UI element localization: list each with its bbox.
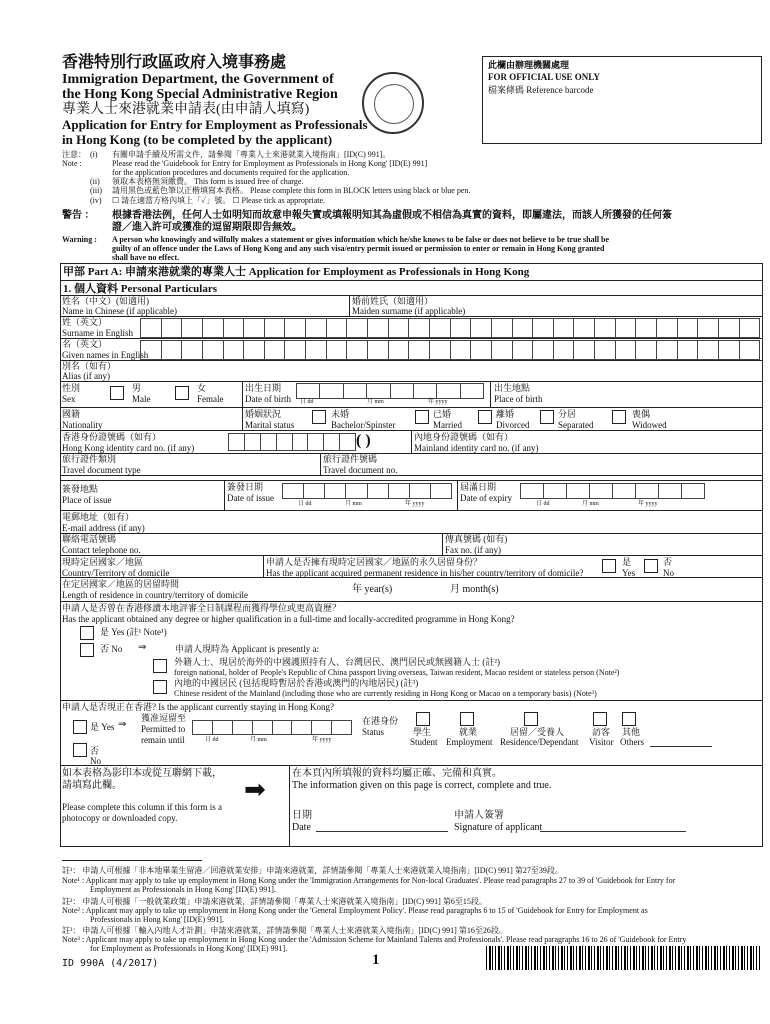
date-zh: 日期 [292,810,312,821]
dob-field[interactable] [296,383,484,399]
mainland-resident-en: Chinese resident of the Mainland (including those who are currently residing in Hong Kong or Macao on a temporary basis) (Note³) [174,689,597,698]
dob-yy: 年 yyyy [428,399,448,405]
perm-res-no-checkbox[interactable] [644,559,658,573]
status-en: Status [362,727,385,737]
male-en: Male [132,394,151,404]
nationality-label: 國籍 [62,409,81,419]
phone-label: 聯絡電話號碼 [62,534,117,544]
degree-yes-checkbox[interactable] [80,626,94,640]
in-hk-no-en: No [90,756,101,766]
degree-no-label: 否 No [100,644,123,654]
name-zh-label: 姓名（中文）(如適用) [62,296,149,306]
issue-date-label: 簽發日期 [227,482,264,492]
dob-label-en: Date of birth [245,394,291,404]
email-label-en: E-mail address (if any) [62,523,145,533]
footnote-3-en-b: for Employment as Professionals in Hong Kong' [ID(E) 991]. [90,944,288,953]
travel-doc-type-label: 旅行證件類別 [62,454,117,464]
arrow-icon-2: ⇒ [118,719,127,730]
dept-en-2: the Hong Kong Special Administrative Region [62,87,338,102]
marital-label: 婚姻狀況 [245,409,282,419]
pob-label: 出生地點 [494,383,531,393]
surname-field[interactable] [140,318,760,338]
barcode-icon [486,946,760,970]
perm-yes-en: Yes [622,568,636,578]
footnote-3-en: Note³ : Applicant may apply to take up employment in Hong Kong under the 'Admission Scheme for Mainland Talents and Professionals'. Please read paragraphs 16 to 26 of 'Guidebook for Entry [62,935,687,944]
given-names-label: 名（英文） [62,339,108,349]
marital-label-en: Marital status [245,420,295,430]
email-label: 電郵地址（如有） [62,512,135,522]
in-hk-no-checkbox[interactable] [73,743,87,757]
degree-no-checkbox[interactable] [80,643,94,657]
mainland-resident-checkbox[interactable] [153,680,167,694]
warning-en: Warning : [62,235,97,244]
form-title-zh: 專業人士來港就業申請表(由申請人填寫) [62,102,310,117]
note-l2: Please read the 'Guidebook for Entry for Employment as Professionals in Hong Kong' [ID(E) 991] [112,159,428,168]
part-a-heading: 甲部 Part A: 申請來港就業的專業人士 Application for Employment as Professionals in Hong Kong [63,266,530,278]
dob-mm: 月 mm [367,399,384,405]
marital-widowed-checkbox[interactable] [612,410,626,424]
mainland-id-label-en: Mainland identity card no. (if any) [414,443,539,453]
years-unit: 年 year(s) [352,584,393,595]
marital-widowed-en: Widowed [632,420,667,430]
official-en: FOR OFFICIAL USE ONLY [488,72,600,82]
hksar-emblem [362,72,424,134]
degree-question-en: Has the applicant obtained any degree or higher qualification in a full-time and locally-accredited programme in Hong Kong? [62,614,515,624]
photocopy-en-2: photocopy or downloaded copy. [62,813,178,823]
photocopy-en-1: Please complete this column if this form is a [62,802,222,812]
page-number: 1 [372,952,380,968]
place-issue-label-en: Place of issue [62,495,112,505]
issue-mm: 月 mm [345,501,362,507]
nationality-label-en: Nationality [62,420,103,430]
marital-married-zh: 已婚 [433,409,452,419]
perm-res-yes-checkbox[interactable] [602,559,616,573]
domicile-label: 現時定居國家／地區 [62,557,144,567]
sex-label-en: Sex [62,394,76,404]
foreign-national-checkbox[interactable] [153,659,167,673]
employment-en: Employment [446,737,493,747]
note-l4: 領取本表格無須繳費。 This form is issued free of charge. [112,177,304,186]
permitted-en-2: remain until [141,735,185,745]
permitted-until-field[interactable] [192,720,352,735]
travel-doc-type-label-en: Travel document type [62,465,141,475]
status-zh: 在港身份 [362,716,399,726]
perm-res-question: 申請人是否擁有現時定居國家／地區的永久居留身份？ [266,557,483,567]
surname-label-en: Surname in English [62,328,133,338]
maiden-label: 婚前姓氏（如適用） [352,296,434,306]
warning-zh: 警告 ： [62,210,95,221]
domicile-label-en: Country/Territory of domicile [62,568,170,578]
note-l5: 請用黑色或藍色筆以正楷填寫本表格。 Please complete this form in BLOCK letters using black or blue pen. [112,186,471,195]
warning-zh-2: 證／進入許可或獲准的逗留期限即告無效。 [112,222,302,233]
in-hk-yes-checkbox[interactable] [73,720,87,734]
months-unit: 月 month(s) [450,584,499,595]
note-l1: 有關申請手續及所需文件，請參閱「專業人士來港就業入境指南」[ID(C) 991]。 [112,150,391,159]
given-names-label-en: Given names in English [62,350,149,360]
marital-separated-checkbox[interactable] [540,410,554,424]
issue-yy: 年 yyyy [405,501,425,507]
degree-question: 申請人是否曾在香港修讀本地評審全日制課程而獲得學位或更高資歷？ [62,603,342,613]
alias-label-en: Alias (if any) [62,371,110,381]
expiry-yy: 年 yyyy [638,501,658,507]
status-student-checkbox[interactable] [416,712,430,726]
perm-yes-zh: 是 [622,557,632,567]
issue-dd: 日 dd [298,501,312,507]
marital-single-en: Bachelor/Spinster [331,420,396,430]
hkid-field[interactable] [228,433,356,451]
ref-barcode-label: 檔案條碼 Reference barcode [488,85,594,95]
arrow-icon: ⇒ [138,642,147,653]
degree-yes-label: 是 Yes (註¹ Note¹) [100,627,167,637]
marital-single-checkbox[interactable] [312,410,326,424]
student-en: Student [410,737,438,747]
footnote-2-en: Note² : Applicant may apply to take up employment in Hong Kong under the 'General Employment Policy'. Please read paragraphs 6 to 15 of 'Guidebook for Entry for Employment as [62,906,648,915]
length-res-label: 在定居國家／地區的居留時間 [62,579,180,589]
expiry-label-en: Date of expiry [460,493,512,503]
mainland-id-label: 內地身份證號碼（如有） [414,432,514,442]
permit-dd: 日 dd [205,737,219,743]
photocopy-zh-1: 如本表格為影印本或從互聯網下載， [62,768,222,779]
marital-married-en: Married [433,420,462,430]
hkid-label-en: Hong Kong identity card no. (if any) [62,443,195,453]
marital-divorced-en: Divorced [496,420,530,430]
place-issue-label: 簽發地點 [62,484,99,494]
perm-res-question-en: Has the applicant acquired permanent residence in his/her country/territory of domicile? [266,568,584,578]
footnote-3-zh: 註³： 申請人可根據「輸入內地人才計劃」申請來港就業，詳情請參閱「專業人士來港就業入境指南」[ID(C) 991] 第16至26段。 [62,926,507,935]
date-line[interactable] [316,831,448,832]
others-en: Others [620,737,644,747]
permitted-zh: 獲准逗留至 [141,713,187,723]
warning-en-2: guilty of an offence under the Laws of Hong Kong and any such visa/entry permit issued or permission to enter or remain in Hong Kong granted [112,244,605,253]
permitted-en-1: Permitted to [141,724,186,734]
phone-label-en: Contact telephone no. [62,545,141,555]
dept-zh: 香港特別行政區政府入境事務處 [62,54,287,71]
travel-doc-no-label: 旅行證件號碼 [323,454,378,464]
foreign-national-zh: 外籍人士、現居於海外的中國護照持有人、台灣居民、澳門居民或無國籍人士 (註²) [174,657,500,667]
status-others-checkbox[interactable] [622,712,636,726]
given-names-field[interactable] [140,340,760,360]
footnote-1-zh: 註¹： 申請人可根據「非本地畢業生留港／回港就業安排」申請來港就業，詳情請參閱「專業人士來港就業入境指南」[ID(C) 991] 第27至39段。 [62,866,563,875]
status-employment-checkbox[interactable] [460,712,474,726]
length-res-label-en: Length of residence in country/territory of domicile [62,590,248,600]
perm-no-zh: 否 [663,557,673,567]
student-zh: 學生 [413,727,432,737]
footnote-1-en-b: Employment as Professionals in Hong Kong' [ID(E) 991]. [90,885,276,894]
signature-en: Signature of applicant [454,822,543,833]
expiry-date-field[interactable] [520,483,705,499]
status-residence-checkbox[interactable] [524,712,538,726]
residence-en: Residence/Dependant [500,737,579,747]
footnote-1-en: Note¹ : Applicant may apply to take up employment in Hong Kong under the 'Immigration Arrangements for Non-local Graduates'. Please read paragraphs 27 to 39 of 'Guidebook for Entry for [62,876,676,885]
pob-label-en: Place of birth [494,394,543,404]
photocopy-zh-2: 請填寫此欄。 [62,780,122,791]
declaration-zh: 在本頁內所填報的資料均屬正確、完備和真實。 [292,768,502,779]
expiry-mm: 月 mm [582,501,599,507]
maiden-label-en: Maiden surname (if applicable) [352,306,466,316]
sex-male-checkbox[interactable] [110,386,124,400]
note-en: Note : [62,159,82,168]
applicant-presently-label: 申請人現時為 Applicant is presently a: [175,644,319,654]
visitor-en: Visitor [589,737,614,747]
dept-en-1: Immigration Department, the Government of [62,72,334,87]
marital-divorced-checkbox[interactable] [478,410,492,424]
surname-label: 姓（英文） [62,317,108,327]
fax-label: 傳真號碼 (如有) [445,534,508,544]
others-zh: 其他 [622,727,641,737]
in-hk-no-zh: 否 [90,746,100,756]
female-zh: 女 [197,383,207,393]
official-zh: 此欄由辦理機關處理 [488,60,570,70]
note-l3: for the application procedures and documents required for the application. [112,168,350,177]
marital-separated-en: Separated [558,420,594,430]
note-i: (i) [90,150,98,159]
expiry-dd: 日 dd [536,501,550,507]
permit-mm: 月 mm [250,737,267,743]
travel-doc-no-label-en: Travel document no. [323,465,398,475]
sex-label: 性別 [62,383,81,393]
marital-divorced-zh: 離婚 [496,409,515,419]
dob-dd: 日 dd [300,399,314,405]
warning-en-3: shall have no effect. [112,253,180,262]
signature-line[interactable] [540,831,686,832]
warning-en-1: A person who knowingly and wilfully makes a statement or gives information which he/she knows to be false or does not believe to be true shall be [112,235,610,244]
note-l6: ☐ 請在適當方格內填上「✓」號。 ☐ Please tick as appropriate. [112,196,326,205]
in-hk-question: 申請人是否現正在香港? Is the applicant currently staying in Hong Kong? [62,702,334,712]
marital-separated-zh: 分居 [558,409,577,419]
marital-married-checkbox[interactable] [415,410,429,424]
dob-label: 出生日期 [245,383,282,393]
marital-single-zh: 未婚 [331,409,350,419]
marital-widowed-zh: 喪偶 [632,409,651,419]
sex-female-checkbox[interactable] [175,386,189,400]
name-zh-label-en: Name in Chinese (if applicable) [62,306,177,316]
hkid-label: 香港身份證號碼（如有） [62,432,162,442]
employment-zh: 就業 [459,727,478,737]
foreign-national-en: foreign national, holder of People's Republic of China passport living overseas, Taiwan resident, Macao resident or stateless person (Note²) [174,668,620,677]
male-zh: 男 [132,383,142,393]
warning-zh-1: 根據香港法例，任何人士如明知而故意申報失實或填報明知其為虛假或不相信為真實的資料，即屬違法，而該人所獲發的任何簽 [112,210,672,221]
residence-zh: 居留／受養人 [510,727,565,737]
signature-zh: 申請人簽署 [454,810,504,821]
issue-date-field[interactable] [282,483,452,499]
section-1-heading: 1. 個人資料 Personal Particulars [63,283,217,295]
note-iv: (iv) [90,196,102,205]
status-visitor-checkbox[interactable] [593,712,607,726]
note-iii: (iii) [90,186,102,195]
in-hk-yes-label: 是 Yes [90,722,115,732]
form-title-en-1: Application for Entry for Employment as Professionals [62,117,368,132]
mainland-resident-zh: 內地的中國居民 (包括現時暫居於香港或澳門的內地居民) (註³) [174,678,419,688]
expiry-label: 屆滿日期 [460,482,497,492]
visitor-zh: 訪客 [592,727,611,737]
footnote-2-en-b: Professionals in Hong Kong' [ID(E) 991]. [90,915,224,924]
perm-no-en: No [663,568,674,578]
form-id: ID 990A (4/2017) [62,958,159,969]
issue-date-label-en: Date of issue [227,493,274,503]
fax-label-en: Fax no. (if any) [445,545,501,555]
hkid-check-digit[interactable]: ( ) [356,432,371,449]
permit-yy: 年 yyyy [312,737,332,743]
alias-label: 別名（如有） [62,361,117,371]
right-arrow-icon: ➡ [244,775,266,804]
footnote-2-zh: 註²： 申請人可根據「一般就業政策」申請來港就業，詳情請參閱「專業人士來港就業入境指南」[ID(C) 991] 第6至15段。 [62,897,487,906]
note-ii: (ii) [90,177,100,186]
declaration-en: The information given on this page is correct, complete and true. [292,780,552,791]
form-title-en-2: in Hong Kong (to be completed by the applicant) [62,132,333,147]
date-en: Date [292,822,311,833]
female-en: Female [197,394,224,404]
note-zh: 注意： [62,150,86,159]
